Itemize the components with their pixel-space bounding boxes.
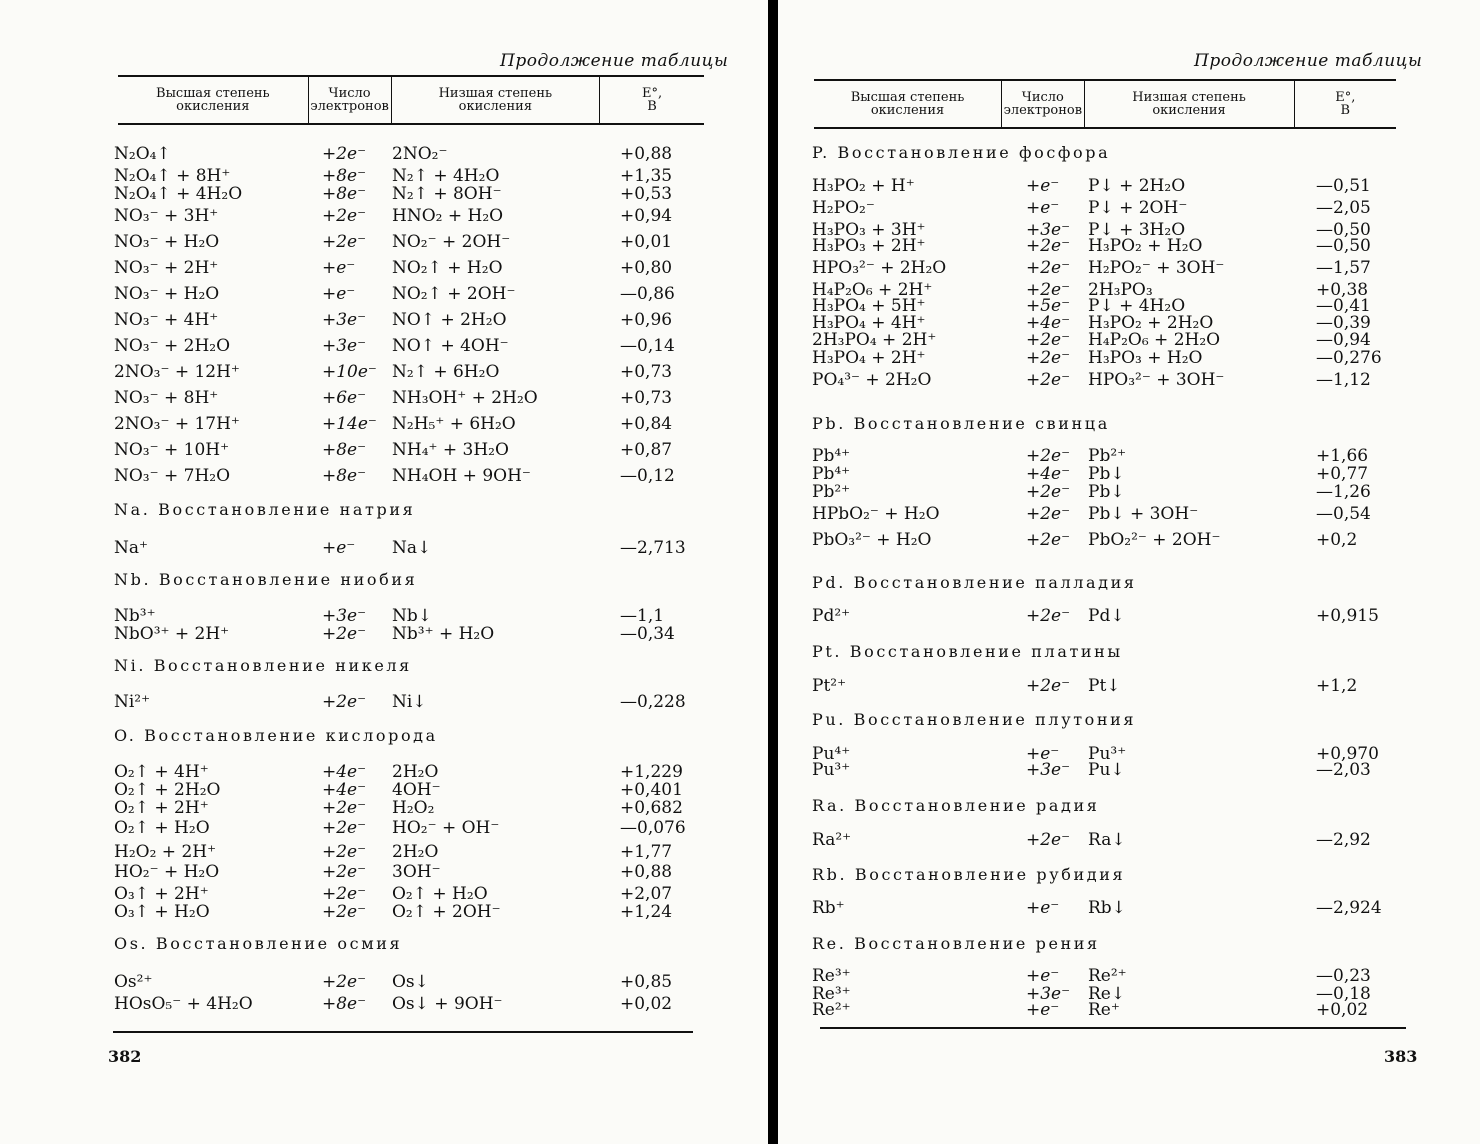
- standard-potential: +0,88: [620, 862, 673, 882]
- reduced-form: N₂H₅⁺ + 6H₂O: [392, 414, 516, 434]
- oxidized-form: Pt²⁺: [812, 676, 847, 696]
- oxidized-form: PbO₃²⁻ + H₂O: [812, 530, 932, 550]
- standard-potential: —0,94: [1316, 330, 1371, 350]
- oxidized-form: NO₃⁻ + 10H⁺: [114, 440, 230, 460]
- oxidized-form: 2H₃PO₄ + 2H⁺: [812, 330, 937, 350]
- oxidized-form: H₄P₂O₆ + 2H⁺: [812, 280, 933, 300]
- electron-count: +2e⁻: [322, 692, 367, 712]
- reduced-form: Nb↓: [392, 606, 433, 626]
- oxidized-form: O₃↑ + H₂O: [114, 902, 210, 922]
- reduced-form: HNO₂ + H₂O: [392, 206, 504, 226]
- reduced-form: O₂↑ + H₂O: [392, 884, 488, 904]
- electron-count: +2e⁻: [322, 798, 367, 818]
- reduced-form: NO↑ + 2H₂O: [392, 310, 507, 330]
- oxidized-form: O₂↑ + 4H⁺: [114, 762, 209, 782]
- section-title: O. Восстановление кислорода: [114, 726, 438, 745]
- standard-potential: +0,915: [1316, 606, 1379, 626]
- electron-count: +2e⁻: [1026, 530, 1071, 550]
- electron-count: +2e⁻: [322, 862, 367, 882]
- reduced-form: PbO₂²⁻ + 2OH⁻: [1088, 530, 1221, 550]
- standard-potential: —0,86: [620, 284, 675, 304]
- oxidized-form: Pb⁴⁺: [812, 446, 851, 466]
- right-page: [778, 0, 1480, 1144]
- oxidized-form: Ra²⁺: [812, 830, 852, 850]
- electron-count: +14e⁻: [322, 414, 377, 434]
- standard-potential: —1,12: [1316, 370, 1371, 390]
- standard-potential: —1,26: [1316, 482, 1371, 502]
- reduced-form: N₂↑ + 4H₂O: [392, 166, 500, 186]
- reduced-form: Pu↓: [1088, 760, 1125, 780]
- standard-potential: —1,57: [1316, 258, 1371, 278]
- oxidized-form: H₃PO₃ + 2H⁺: [812, 236, 926, 256]
- page-number: 383: [1384, 1047, 1418, 1066]
- standard-potential: —0,50: [1316, 236, 1371, 256]
- electron-count: +e⁻: [1026, 898, 1060, 918]
- electron-count: +2e⁻: [322, 842, 367, 862]
- standard-potential: —0,228: [620, 692, 686, 712]
- oxidized-form: Re³⁺: [812, 966, 851, 986]
- oxidized-form: NO₃⁻ + 2H₂O: [114, 336, 231, 356]
- reduced-form: Pd↓: [1088, 606, 1125, 626]
- electron-count: +2e⁻: [322, 624, 367, 644]
- oxidized-form: Ni²⁺: [114, 692, 151, 712]
- electron-count: +3e⁻: [1026, 220, 1071, 240]
- standard-potential: +1,229: [620, 762, 683, 782]
- electron-count: +2e⁻: [1026, 830, 1071, 850]
- standard-potential: —2,924: [1316, 898, 1382, 918]
- reduced-form: 2NO₂⁻: [392, 144, 448, 164]
- col-electrons: Число электронов: [1001, 81, 1084, 127]
- reduced-form: P↓ + 2H₂O: [1088, 176, 1186, 196]
- oxidized-form: H₂PO₂⁻: [812, 198, 875, 218]
- electron-count: +3e⁻: [322, 606, 367, 626]
- standard-potential: +0,80: [620, 258, 673, 278]
- reduced-form: Pb↓ + 3OH⁻: [1088, 504, 1199, 524]
- oxidized-form: Pd²⁺: [812, 606, 851, 626]
- standard-potential: +0,2: [1316, 530, 1358, 550]
- oxidized-form: NO₃⁻ + H₂O: [114, 284, 220, 304]
- standard-potential: —0,50: [1316, 220, 1371, 240]
- standard-potential: —0,39: [1316, 313, 1371, 333]
- oxidized-form: O₂↑ + H₂O: [114, 818, 210, 838]
- oxidized-form: Pu³⁺: [812, 760, 851, 780]
- oxidized-form: Pb²⁺: [812, 482, 851, 502]
- reduced-form: Pb↓: [1088, 464, 1125, 484]
- reduced-form: Os↓ + 9OH⁻: [392, 994, 503, 1014]
- reduced-form: Nb³⁺ + H₂O: [392, 624, 495, 644]
- table-header: [118, 75, 704, 125]
- oxidized-form: NO₃⁻ + H₂O: [114, 232, 220, 252]
- electron-count: +e⁻: [322, 538, 356, 558]
- electron-count: +8e⁻: [322, 466, 367, 486]
- reduced-form: Pt↓: [1088, 676, 1121, 696]
- reduced-form: Rb↓: [1088, 898, 1126, 918]
- standard-potential: +0,01: [620, 232, 673, 252]
- oxidized-form: Re³⁺: [812, 984, 851, 1004]
- electron-count: +8e⁻: [322, 166, 367, 186]
- oxidized-form: Nb³⁺: [114, 606, 156, 626]
- oxidized-form: Os²⁺: [114, 972, 153, 992]
- reduced-form: P↓ + 2OH⁻: [1088, 198, 1188, 218]
- standard-potential: —2,05: [1316, 198, 1371, 218]
- section-title: Pu. Восстановление плутония: [812, 710, 1137, 729]
- electron-count: +2e⁻: [1026, 446, 1071, 466]
- oxidized-form: O₂↑ + 2H⁺: [114, 798, 209, 818]
- electron-count: +2e⁻: [322, 902, 367, 922]
- electron-count: +2e⁻: [1026, 236, 1071, 256]
- standard-potential: —0,51: [1316, 176, 1371, 196]
- standard-potential: —0,14: [620, 336, 675, 356]
- electron-count: +2e⁻: [1026, 676, 1071, 696]
- oxidized-form: HO₂⁻ + H₂O: [114, 862, 220, 882]
- electron-count: +2e⁻: [322, 818, 367, 838]
- section-title: Rb. Восстановление рубидия: [812, 865, 1126, 884]
- continued-table-header: Продолжение таблицы: [500, 51, 729, 71]
- col-lower-oxidation: Низшая степень окисления: [391, 77, 600, 123]
- reduced-form: NH₄⁺ + 3H₂O: [392, 440, 509, 460]
- electron-count: +4e⁻: [1026, 464, 1071, 484]
- section-title: Na. Восстановление натрия: [114, 500, 416, 519]
- standard-potential: —0,12: [620, 466, 675, 486]
- reduced-form: NO₂↑ + H₂O: [392, 258, 503, 278]
- electron-count: +2e⁻: [1026, 370, 1071, 390]
- oxidized-form: HPO₃²⁻ + 2H₂O: [812, 258, 947, 278]
- section-title: Ni. Восстановление никеля: [114, 656, 412, 675]
- reduced-form: Re²⁺: [1088, 966, 1127, 986]
- electron-count: +4e⁻: [322, 762, 367, 782]
- standard-potential: +0,73: [620, 362, 673, 382]
- electron-count: +5e⁻: [1026, 296, 1071, 316]
- standard-potential: +0,96: [620, 310, 673, 330]
- oxidized-form: H₃PO₄ + 5H⁺: [812, 296, 926, 316]
- reduced-form: H₃PO₂ + H₂O: [1088, 236, 1203, 256]
- reduced-form: Pb²⁺: [1088, 446, 1127, 466]
- reduced-form: Na↓: [392, 538, 432, 558]
- reduced-form: H₃PO₃ + H₂O: [1088, 348, 1203, 368]
- electron-count: +e⁻: [1026, 744, 1060, 764]
- standard-potential: —0,076: [620, 818, 686, 838]
- standard-potential: —0,18: [1316, 984, 1371, 1004]
- section-title: P. Восстановление фосфора: [812, 143, 1111, 162]
- electron-count: +2e⁻: [1026, 258, 1071, 278]
- oxidized-form: NO₃⁻ + 2H⁺: [114, 258, 219, 278]
- standard-potential: +0,02: [1316, 1000, 1369, 1020]
- bottom-rule: [113, 1031, 693, 1033]
- standard-potential: —0,41: [1316, 296, 1371, 316]
- electron-count: +e⁻: [322, 284, 356, 304]
- reduced-form: NO₂⁻ + 2OH⁻: [392, 232, 511, 252]
- bottom-rule: [820, 1027, 1406, 1029]
- oxidized-form: PO₄³⁻ + 2H₂O: [812, 370, 932, 390]
- oxidized-form: Re²⁺: [812, 1000, 851, 1020]
- oxidized-form: H₃PO₃ + 3H⁺: [812, 220, 926, 240]
- standard-potential: +1,77: [620, 842, 673, 862]
- reduced-form: 3OH⁻: [392, 862, 441, 882]
- oxidized-form: NO₃⁻ + 7H₂O: [114, 466, 231, 486]
- electron-count: +e⁻: [322, 258, 356, 278]
- oxidized-form: 2NO₃⁻ + 12H⁺: [114, 362, 240, 382]
- electron-count: +e⁻: [1026, 1000, 1060, 1020]
- section-title: Os. Восстановление осмия: [114, 934, 403, 953]
- oxidized-form: O₃↑ + 2H⁺: [114, 884, 209, 904]
- reduced-form: H₃PO₂ + 2H₂O: [1088, 313, 1214, 333]
- oxidized-form: NO₃⁻ + 8H⁺: [114, 388, 219, 408]
- section-title: Pt. Восстановление платины: [812, 642, 1123, 661]
- oxidized-form: 2NO₃⁻ + 17H⁺: [114, 414, 240, 434]
- electron-count: +8e⁻: [322, 994, 367, 1014]
- reduced-form: H₄P₂O₆ + 2H₂O: [1088, 330, 1221, 350]
- reduced-form: Ni↓: [392, 692, 427, 712]
- electron-count: +2e⁻: [1026, 606, 1071, 626]
- standard-potential: +0,682: [620, 798, 683, 818]
- electron-count: +6e⁻: [322, 388, 367, 408]
- reduced-form: NH₄OH + 9OH⁻: [392, 466, 531, 486]
- col-electrons: Число электронов: [308, 77, 391, 123]
- standard-potential: +0,970: [1316, 744, 1379, 764]
- standard-potential: +0,85: [620, 972, 673, 992]
- electron-count: +2e⁻: [322, 884, 367, 904]
- oxidized-form: O₂↑ + 2H₂O: [114, 780, 221, 800]
- oxidized-form: HOsO₅⁻ + 4H₂O: [114, 994, 253, 1014]
- electron-count: +8e⁻: [322, 440, 367, 460]
- oxidized-form: H₃PO₂ + H⁺: [812, 176, 915, 196]
- electron-count: +8e⁻: [322, 184, 367, 204]
- col-potential: E°, В: [1294, 81, 1396, 127]
- electron-count: +e⁻: [1026, 966, 1060, 986]
- col-potential: E°, В: [599, 77, 704, 123]
- standard-potential: —0,276: [1316, 348, 1382, 368]
- section-title: Ra. Восстановление радия: [812, 796, 1100, 815]
- oxidized-form: H₃PO₄ + 4H⁺: [812, 313, 926, 333]
- standard-potential: +1,35: [620, 166, 673, 186]
- electron-count: +3e⁻: [322, 336, 367, 356]
- electron-count: +2e⁻: [1026, 280, 1071, 300]
- reduced-form: P↓ + 4H₂O: [1088, 296, 1186, 316]
- standard-potential: +0,401: [620, 780, 683, 800]
- electron-count: +2e⁻: [322, 232, 367, 252]
- electron-count: +3e⁻: [1026, 984, 1071, 1004]
- reduced-form: NH₃OH⁺ + 2H₂O: [392, 388, 538, 408]
- reduced-form: 2H₂O: [392, 842, 439, 862]
- reduced-form: Pu³⁺: [1088, 744, 1127, 764]
- standard-potential: +0,53: [620, 184, 673, 204]
- table-header: [814, 79, 1396, 129]
- electron-count: +2e⁻: [322, 206, 367, 226]
- standard-potential: +1,2: [1316, 676, 1358, 696]
- standard-potential: —0,34: [620, 624, 675, 644]
- reduced-form: 2H₃PO₃: [1088, 280, 1153, 300]
- oxidized-form: NO₃⁻ + 4H⁺: [114, 310, 219, 330]
- reduced-form: 4OH⁻: [392, 780, 441, 800]
- standard-potential: +0,38: [1316, 280, 1369, 300]
- standard-potential: +0,94: [620, 206, 673, 226]
- reduced-form: Re↓: [1088, 984, 1126, 1004]
- oxidized-form: H₃PO₄ + 2H⁺: [812, 348, 926, 368]
- standard-potential: +0,73: [620, 388, 673, 408]
- standard-potential: —2,713: [620, 538, 686, 558]
- col-lower-oxidation: Низшая степень окисления: [1084, 81, 1294, 127]
- oxidized-form: N₂O₄↑ + 4H₂O: [114, 184, 243, 204]
- oxidized-form: Na⁺: [114, 538, 148, 558]
- standard-potential: +0,87: [620, 440, 673, 460]
- electron-count: +4e⁻: [1026, 313, 1071, 333]
- oxidized-form: NbO³⁺ + 2H⁺: [114, 624, 230, 644]
- reduced-form: NO↑ + 4OH⁻: [392, 336, 509, 356]
- oxidized-form: Pb⁴⁺: [812, 464, 851, 484]
- standard-potential: —2,03: [1316, 760, 1371, 780]
- reduced-form: Ra↓: [1088, 830, 1126, 850]
- reduced-form: N₂↑ + 8OH⁻: [392, 184, 502, 204]
- section-title: Pb. Восстановление свинца: [812, 414, 1110, 433]
- electron-count: +10e⁻: [322, 362, 377, 382]
- electron-count: +2e⁻: [1026, 330, 1071, 350]
- electron-count: +3e⁻: [1026, 760, 1071, 780]
- oxidized-form: HPbO₂⁻ + H₂O: [812, 504, 940, 524]
- reduced-form: N₂↑ + 6H₂O: [392, 362, 500, 382]
- oxidized-form: NO₃⁻ + 3H⁺: [114, 206, 219, 226]
- standard-potential: +0,84: [620, 414, 673, 434]
- reduced-form: HO₂⁻ + OH⁻: [392, 818, 500, 838]
- oxidized-form: H₂O₂ + 2H⁺: [114, 842, 217, 862]
- standard-potential: +1,24: [620, 902, 673, 922]
- standard-potential: +0,88: [620, 144, 673, 164]
- electron-count: +e⁻: [1026, 176, 1060, 196]
- electron-count: +e⁻: [1026, 198, 1060, 218]
- continued-table-header: Продолжение таблицы: [1194, 51, 1423, 71]
- reduced-form: HPO₃²⁻ + 3OH⁻: [1088, 370, 1225, 390]
- reduced-form: 2H₂O: [392, 762, 439, 782]
- reduced-form: Re⁺: [1088, 1000, 1120, 1020]
- reduced-form: Os↓: [392, 972, 429, 992]
- standard-potential: —0,54: [1316, 504, 1371, 524]
- electron-count: +2e⁻: [322, 972, 367, 992]
- electron-count: +2e⁻: [1026, 482, 1071, 502]
- section-title: Re. Восстановление рения: [812, 934, 1100, 953]
- standard-potential: —0,23: [1316, 966, 1371, 986]
- standard-potential: +1,66: [1316, 446, 1369, 466]
- section-title: Pd. Восстановление палладия: [812, 573, 1137, 592]
- reduced-form: O₂↑ + 2OH⁻: [392, 902, 501, 922]
- section-title: Nb. Восстановление ниобия: [114, 570, 418, 589]
- reduced-form: NO₂↑ + 2OH⁻: [392, 284, 516, 304]
- standard-potential: +2,07: [620, 884, 673, 904]
- electron-count: +3e⁻: [322, 310, 367, 330]
- electron-count: +2e⁻: [1026, 348, 1071, 368]
- standard-potential: +0,77: [1316, 464, 1369, 484]
- oxidized-form: Rb⁺: [812, 898, 845, 918]
- page-number: 382: [108, 1047, 142, 1066]
- standard-potential: —2,92: [1316, 830, 1371, 850]
- oxidized-form: N₂O₄↑: [114, 144, 171, 164]
- col-higher-oxidation: Высшая степень окисления: [156, 86, 270, 114]
- oxidized-form: N₂O₄↑ + 8H⁺: [114, 166, 231, 186]
- standard-potential: +0,02: [620, 994, 673, 1014]
- reduced-form: H₂PO₂⁻ + 3OH⁻: [1088, 258, 1225, 278]
- reduced-form: H₂O₂: [392, 798, 435, 818]
- standard-potential: —1,1: [620, 606, 665, 626]
- reduced-form: P↓ + 3H₂O: [1088, 220, 1186, 240]
- oxidized-form: Pu⁴⁺: [812, 744, 851, 764]
- reduced-form: Pb↓: [1088, 482, 1125, 502]
- electron-count: +4e⁻: [322, 780, 367, 800]
- electron-count: +2e⁻: [322, 144, 367, 164]
- electron-count: +2e⁻: [1026, 504, 1071, 524]
- col-higher-oxidation: Высшая степень окисления: [850, 90, 965, 118]
